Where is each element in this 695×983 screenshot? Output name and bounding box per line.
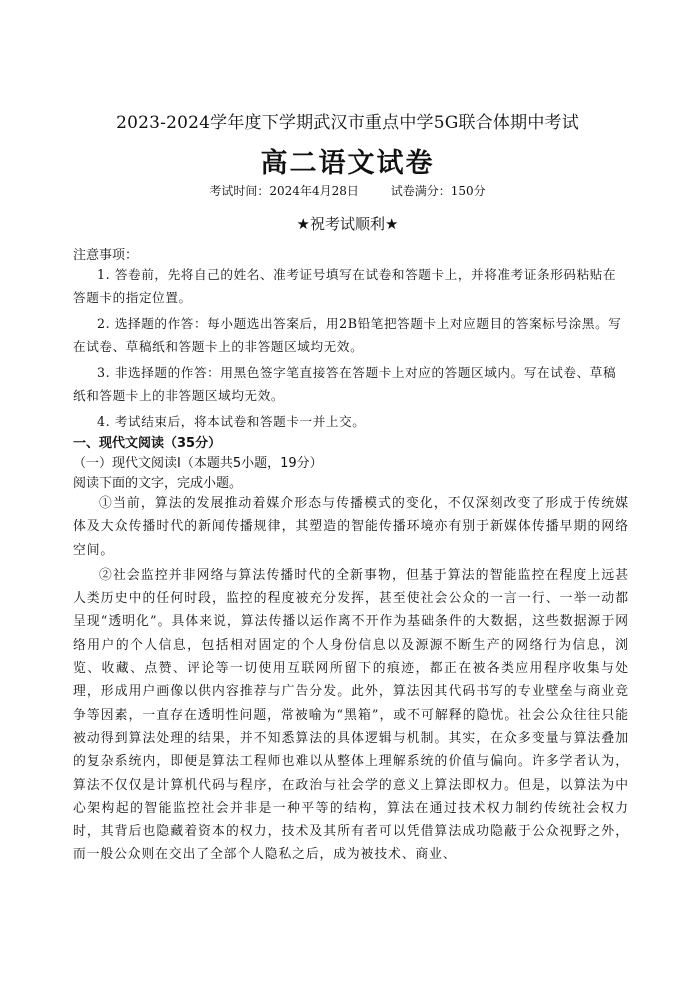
exam-title: 2023-2024学年度下学期武汉市重点中学5G联合体期中考试 [116, 113, 579, 133]
exam-info [0, 182, 695, 199]
exam-time: 考试时间：2024年4月28日 [209, 184, 359, 198]
reading-instruction: 阅读下面的文字，完成小题。 [73, 476, 243, 491]
subsection-title: （一）现代文阅读Ⅰ（本题共5小题，19分） [73, 456, 323, 471]
wish-line: ★祝考试顺利★ [296, 215, 399, 233]
note-item: 3. 非选择题的作答：用黑色签字笔直接答在答题卡上对应的答题区域内。写在试卷、草稿纸和答题卡上的非答题区域均无效。 [73, 365, 617, 403]
paper-title: 高二语文试卷 [260, 148, 435, 179]
article-paragraph: ①当前，算法的发展推动着媒介形态与传播模式的变化，不仅深刻改变了形成于传统媒体及大众传播时代的新闻传播规律，其塑造的智能传播环境亦有别于新媒体传播早期的网络空间。 [73, 496, 629, 558]
reading-article [73, 492, 629, 869]
section-title: 一、现代文阅读（35分） [73, 436, 222, 451]
note-item: 2. 选择题的作答：每小题选出答案后，用2B铅笔把答题卡上对应题目的答案标号涂黑。写在试卷、草稿纸和答题卡上的非答题区域均无效。 [73, 316, 622, 354]
note-item: 4. 考试结束后，将本试卷和答题卡一并上交。 [97, 414, 366, 429]
notes-heading: 注意事项： [73, 248, 139, 263]
article-paragraph: ②社会监控并非网络与算法传播时代的全新事物，但基于算法的智能监控在程度上远甚人类历史中的任何时段，监控的程度被充分发挥，甚至使社会公众的一言一行、一举一动都呈现“透明化”。具体来说，算法传播以运作离不开作为基础条件的大数据，这些数据源于网络用户的个人信息，包括相对固定的个人身份信息以及源源不断生产的网络行为信息，浏览、收藏、点赞、评论等一切使用互联网所留下的痕迹，都正在被各类应用程序收集与处理，形成用户画像以供内容推荐与广告分发。此外，算法因其代码书写的专业壁垒与商业竞争等因素，一直存在透明性问题，常被喻为“黑箱”，或不可解释的隐忧。社会公众往往只能被动得到算法处理的结果，并不知悉算法的具体逻辑与机制。其实，在众多变量与算法叠加的复杂系统内，即便是算法工程师也难以从整体上理解系统的价值与偏向。许多学者认为，算法不仅仅是计算机代码与程序，在政治与社会学的意义上算法即权力。但是，以算法为中心架构起的智能监控社会并非是一种平等的结构，算法在通过技术权力制约传统社会权力时，其背后也隐藏着资本的权力，技术及其所有者可以凭借算法成功隐蔽于公众视野之外，而一般公众则在交出了全部个人隐私之后，成为被技术、商业、 [73, 567, 629, 863]
note-item: 1. 答卷前，先将自己的姓名、准考证号填写在试卷和答题卡上，并将准考证条形码粘贴在答题卡的指定位置。 [73, 267, 617, 305]
notes-list [73, 264, 628, 438]
full-score: 试卷满分：150分 [390, 184, 486, 198]
